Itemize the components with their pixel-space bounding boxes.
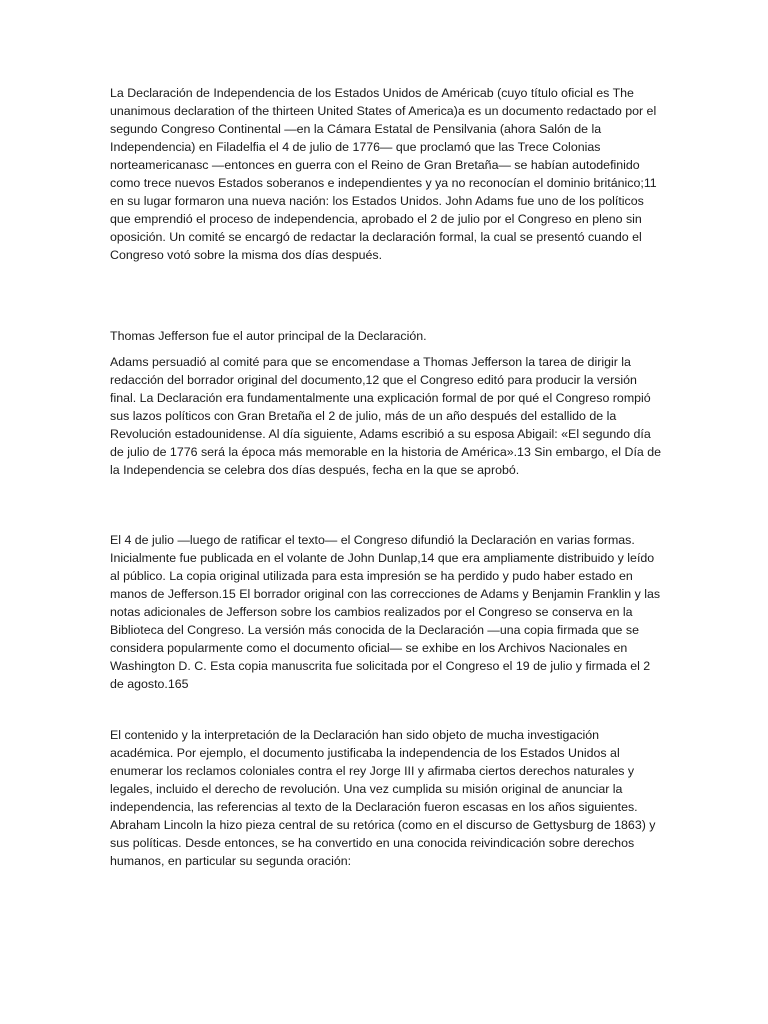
paragraph-5: El contenido y la interpretación de la Declaración han sido objeto de mucha investigación académica. Por ejemplo, el documento justificaba la independencia de los Estados Unidos al enumerar los reclamos coloniales contra el rey Jorge III y afirmaba ciertos derechos naturales y legales, incluido el derecho de revolución. Una vez cumplida su misión original de anunciar la independencia, las referencias al texto de la Declaración fueron escasas en los años siguientes. Abraham Lincoln la hizo pieza central de su retórica (como en el discurso de Gettysburg de 1863) y sus políticas. Desde entonces, se ha convertido en una conocida reivindicación sobre derechos humanos, en particular su segunda oración: — [110, 728, 656, 868]
paragraph-1: La Declaración de Independencia de los Estados Unidos de Américab (cuyo título oficial es The unanimous declaration of the thirteen United States of America)a es un documento redactado por el segundo Congreso Continental —en la Cámara Estatal de Pensilvania (ahora Salón de la Independencia) en Filadelfia el 4 de julio de 1776— que proclamó que las Trece Colonias norteamericanasc —entonces en guerra con el Reino de Gran Bretaña— se habían autodefinido como trece nuevos Estados soberanos e independientes y ya no reconocían el dominio británico;11 en su lugar formaron una nueva nación: los Estados Unidos. John Adams fue uno de los políticos que emprendió el proceso de independencia, aprobado el 2 de julio por el Congreso en pleno sin oposición. Un comité se encargó de redactar la declaración formal, la cual se presentó cuando el Congreso votó sobre la misma dos días después. — [110, 86, 657, 262]
paragraph-3: Adams persuadió al comité para que se encomendase a Thomas Jefferson la tarea de dirigir la redacción del borrador original del documento,12 que el Congreso editó para producir la versión final. La Declaración era fundamentalmente una explicación formal de por qué el Congreso rompió sus lazos políticos con Gran Bretaña el 2 de julio, más de un año después del estallido de la Revolución estadounidense. Al día siguiente, Adams escribió a su esposa Abigail: «El segundo día de julio de 1776 será la época más memorable en la historia de América».13 Sin embargo, el Día de la Independencia se celebra dos días después, fecha en la que se aprobó. — [110, 355, 662, 477]
paragraph-2: Thomas Jefferson fue el autor principal de la Declaración. — [110, 329, 427, 343]
paragraph-4: El 4 de julio —luego de ratificar el texto— el Congreso difundió la Declaración en varias formas. Inicialmente fue publicada en el volante de John Dunlap,14 que era ampliamente distribuido y leído al público. La copia original utilizada para esta impresión se ha perdido y pudo haber estado en manos de Jefferson.15 El borrador original con las correcciones de Adams y Benjamin Franklin y las notas adicionales de Jefferson sobre los cambios realizados por el Congreso se conserva en la Biblioteca del Congreso. La versión más conocida de la Declaración —una copia firmada que se considera popularmente como el documento oficial— se exhibe en los Archivos Nacionales en Washington D. C. Esta copia manuscrita fue solicitada por el Congreso el 19 de julio y firmada el 2 de agosto.165 — [110, 533, 661, 691]
